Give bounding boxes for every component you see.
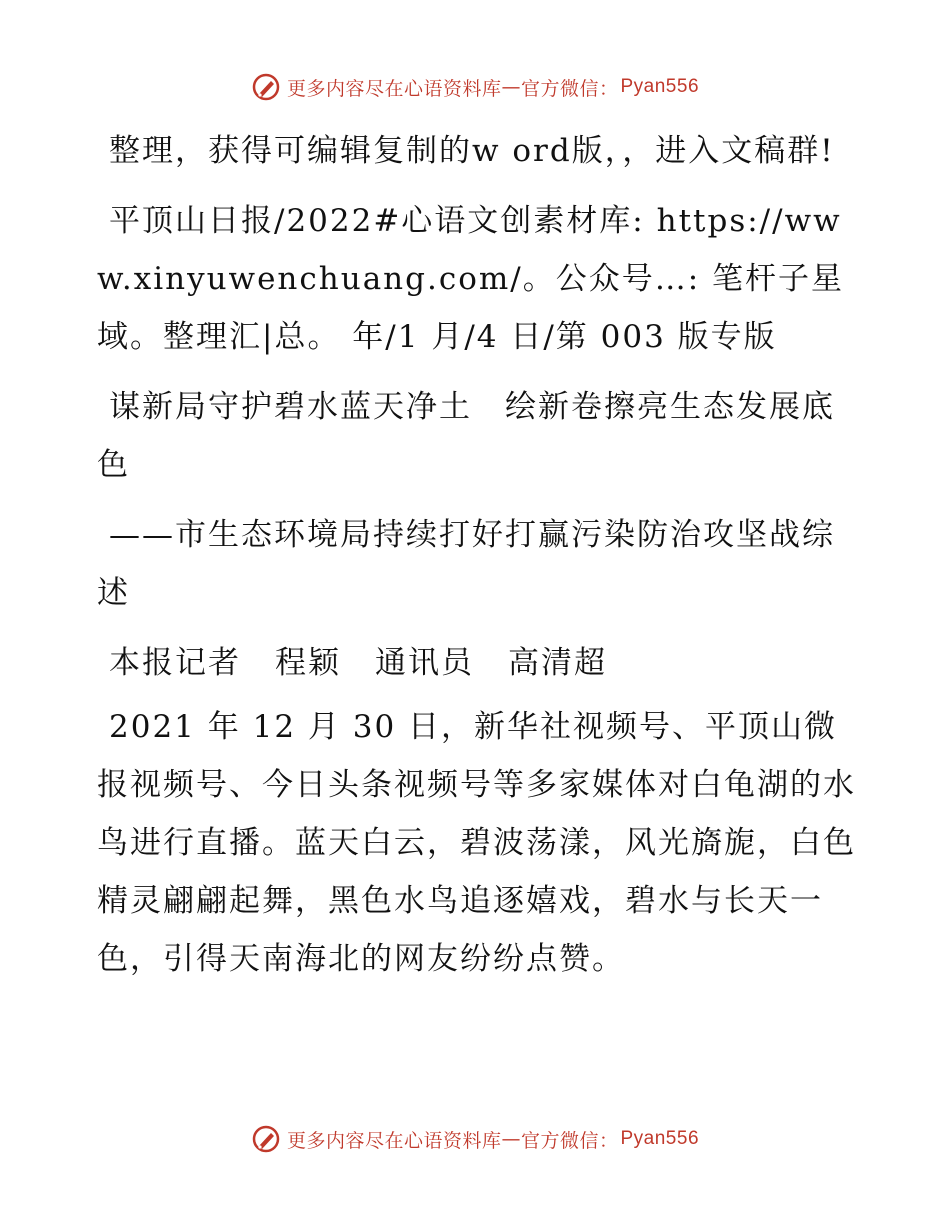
correspondent-name: 高清超: [508, 645, 607, 681]
watermark-wechat-id: Pyan556: [620, 76, 700, 97]
document-body: [97, 122, 857, 1000]
byline: [97, 634, 857, 692]
correspondent-label: 通讯员: [375, 645, 474, 681]
article-subtitle: ——市生态环境局持续打好打赢污染防治攻坚战综述: [97, 517, 835, 611]
watermark-separator: —: [501, 76, 521, 98]
reporter-label: 本报记者: [109, 645, 241, 681]
body-paragraph: 2021 年 12 月 30 日，新华社视频号、平顶山微报视频号、今日头条视频号等多家媒体对白龟湖的水鸟进行直播。蓝天白云，碧波荡漾，风光旖旎，白色精灵翩翩起舞，黑色水鸟追逐嬉戏，碧水与长天一色，引得天南海北的网友纷纷点赞。: [97, 709, 856, 977]
watermark-text: 更多内容尽在心语资料库: [286, 1129, 502, 1152]
watermark-wechat-id: Pyan556: [620, 1128, 700, 1149]
footer-watermark: [0, 1124, 950, 1154]
source-paragraph: 平顶山日报/2022#心语文创素材库: https://www.xinyuwenchuang.com/。公众号…: 笔杆子星域。整理汇|总。 年/1 月/4 日/第 003 版专版: [97, 203, 844, 355]
pen-circle-logo-icon: [251, 72, 281, 102]
header-watermark: [0, 72, 950, 102]
watermark-text: 更多内容尽在心语资料库: [286, 77, 502, 100]
intro-paragraph: 整理，获得可编辑复制的w ord版，，进入文稿群!: [109, 133, 835, 169]
article-title: 谋新局守护碧水蓝天净土 绘新卷擦亮生态发展底色: [97, 389, 835, 483]
watermark-separator: —: [501, 1128, 521, 1150]
watermark-label: 官方微信：: [520, 1129, 619, 1152]
pen-circle-logo-icon: [251, 1124, 281, 1154]
watermark-label: 官方微信：: [520, 77, 619, 100]
reporter-name: 程颖: [275, 645, 341, 681]
